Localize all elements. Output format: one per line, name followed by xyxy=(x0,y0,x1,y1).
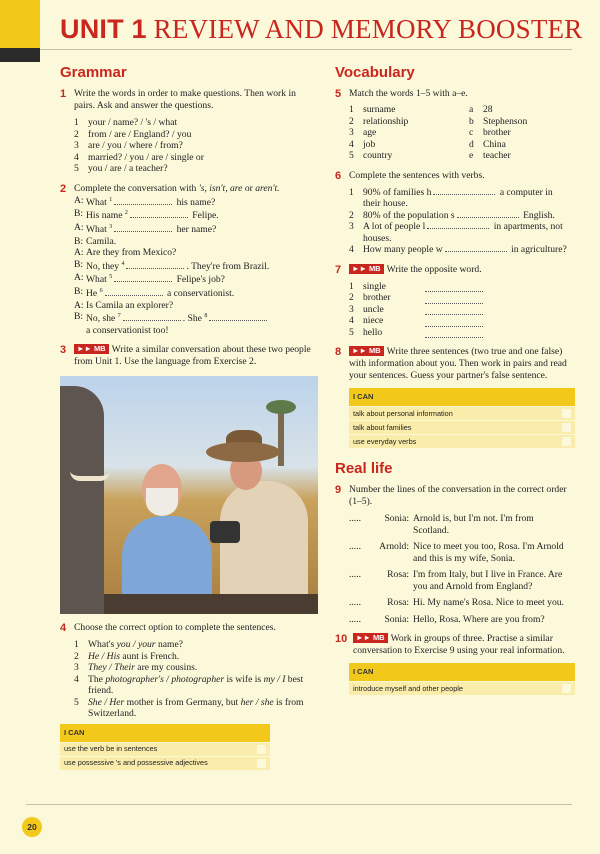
blank-number: 1 xyxy=(109,196,113,203)
exercise-instruction: Complete the conversation with 's, isn't, are or aren't. xyxy=(74,182,280,194)
item-text: surname xyxy=(363,104,396,115)
match-item xyxy=(469,150,527,162)
item-number: 3 xyxy=(349,303,354,315)
exercise-number: 8 xyxy=(335,346,342,358)
list-item xyxy=(74,697,318,720)
list-item xyxy=(349,244,567,256)
line-text: a conservationist too! xyxy=(86,324,169,336)
item-number: 3 xyxy=(74,662,79,674)
exercise-number: 1 xyxy=(60,88,67,100)
exercise-instruction: Complete the sentences with verbs. xyxy=(349,169,485,181)
speaker: B: xyxy=(74,208,84,220)
title-text: REVIEW AND MEMORY BOOSTER xyxy=(146,14,583,44)
exercise-7-list xyxy=(349,281,567,339)
answer-blank xyxy=(209,320,267,321)
order-blank: ..... xyxy=(349,569,361,580)
list-item xyxy=(74,140,318,152)
speaker: Sonia: xyxy=(384,513,409,524)
i-can-text: use possessive 's and possessive adjectives xyxy=(64,758,208,768)
answer-blank xyxy=(126,268,184,269)
option-choice: photographer's / photographer xyxy=(105,673,225,685)
line-text: Hello, Rosa. Where are you from? xyxy=(413,613,545,625)
item-number: e xyxy=(469,150,474,161)
header-dark-bar xyxy=(0,48,40,62)
right-column xyxy=(335,60,567,703)
item-text: How many people w in agriculture? xyxy=(363,244,567,255)
exercise-instruction: ►► MB Write a similar conversation about these two people from Unit 1. Use the language from Exercise 2. xyxy=(74,344,311,368)
conversation-line xyxy=(349,597,567,609)
option-choice: you / your xyxy=(116,639,156,651)
checkbox[interactable] xyxy=(562,437,571,446)
speaker: Rosa: xyxy=(387,569,409,580)
list-item xyxy=(74,163,318,175)
memory-booster-badge: ►► MB xyxy=(349,264,384,274)
option-choice: She / Her xyxy=(88,696,125,708)
exercise-number: 7 xyxy=(335,263,342,276)
answer-blank xyxy=(425,292,483,304)
list-item xyxy=(349,281,567,293)
blank-number: 7 xyxy=(117,313,121,320)
matching-table xyxy=(349,104,567,162)
exercise-number: 4 xyxy=(60,622,67,635)
page-number: 20 xyxy=(22,817,42,837)
line-text: Arnold is, but I'm not. I'm from Scotland. xyxy=(413,513,534,536)
left-column xyxy=(60,60,318,778)
exercise-instruction: ►► MB Work in groups of three. Practise a similar conversation to Exercise 9 using your real information. xyxy=(353,633,565,656)
photo-explorers xyxy=(60,376,318,614)
exercise-3 xyxy=(60,344,318,368)
answer-blank xyxy=(114,281,172,282)
conversation-line xyxy=(349,614,567,626)
blank-number: 2 xyxy=(124,210,128,217)
item-number: 3 xyxy=(349,221,354,232)
item-text: She / Her mother is from Germany, but her / she is from Switzerland. xyxy=(88,696,304,720)
i-can-text: use everyday verbs xyxy=(353,436,417,446)
speaker: B: xyxy=(74,235,84,247)
line-text: What $^1$ his name? xyxy=(86,196,216,208)
blank-number: 8 xyxy=(204,313,208,320)
vocabulary-heading: Vocabulary xyxy=(335,64,415,81)
list-item xyxy=(349,221,567,244)
item-text: teacher xyxy=(483,150,511,161)
conversation-line xyxy=(349,569,567,592)
item-number: b xyxy=(469,115,474,127)
checkbox[interactable] xyxy=(562,684,571,693)
grammar-heading: Grammar xyxy=(60,64,127,81)
list-item xyxy=(74,674,318,697)
item-number: 2 xyxy=(349,292,354,303)
item-text: 28 xyxy=(483,104,493,115)
dialogue-line xyxy=(74,272,318,286)
list-item xyxy=(349,292,567,304)
item-text: country xyxy=(363,150,393,161)
order-blank: ..... xyxy=(349,513,361,524)
order-blank: ..... xyxy=(349,541,361,552)
i-can-row xyxy=(349,406,575,420)
blank-number: 5 xyxy=(109,274,113,281)
speaker: B: xyxy=(74,311,84,323)
option-choice: her / she xyxy=(240,696,274,708)
answer-blank xyxy=(425,304,483,316)
item-number: 4 xyxy=(349,138,354,150)
exercise-8 xyxy=(335,346,567,448)
speaker: Arnold: xyxy=(379,541,409,552)
dialogue-line xyxy=(74,325,318,337)
dialogue-line xyxy=(74,195,318,209)
match-item xyxy=(349,104,469,116)
item-number: 2 xyxy=(74,650,79,662)
exercise-1 xyxy=(60,88,318,175)
footer-divider xyxy=(26,804,572,805)
item-text: China xyxy=(483,138,506,150)
i-can-box xyxy=(349,663,575,695)
dialogue-line xyxy=(74,286,318,300)
order-blank: ..... xyxy=(349,597,361,608)
page-title xyxy=(60,14,582,45)
i-can-box xyxy=(60,724,270,770)
i-can-text: use the verb be in sentences xyxy=(64,744,158,754)
speaker: A: xyxy=(74,299,84,311)
conversation-line xyxy=(349,513,567,536)
item-number: 4 xyxy=(349,315,354,326)
item-number: 5 xyxy=(349,150,354,161)
exercise-7 xyxy=(335,264,567,339)
line-text: I'm from Italy, but I live in France. Are you and Arnold from England? xyxy=(413,569,563,592)
checkbox[interactable] xyxy=(257,745,266,754)
list-item xyxy=(74,152,318,164)
line-text: What $^3$ her name? xyxy=(86,223,217,236)
i-can-text: talk about personal information xyxy=(353,408,453,418)
item-number: 2 xyxy=(349,209,354,221)
item-number: 1 xyxy=(349,104,354,115)
item-number: 4 xyxy=(349,244,354,255)
item-number: d xyxy=(469,138,474,150)
match-item xyxy=(349,139,469,151)
exercise-number: 5 xyxy=(335,88,342,100)
match-item xyxy=(349,150,469,162)
list-item xyxy=(349,187,567,210)
list-item xyxy=(74,117,318,129)
speaker: A: xyxy=(74,272,84,284)
item-text: A lot of people l in apartments, not houses. xyxy=(363,221,563,244)
item-text: hello xyxy=(363,326,383,338)
line-text: Are they from Mexico? xyxy=(86,247,177,259)
dialogue-line xyxy=(74,247,318,259)
match-item xyxy=(469,139,527,151)
item-text: Stephenson xyxy=(483,115,528,127)
item-text: He / His aunt is French. xyxy=(88,650,180,662)
item-number: a xyxy=(469,104,474,115)
i-can-heading: I CAN xyxy=(349,663,575,681)
exercise-4-list xyxy=(74,639,318,720)
item-text: The photographer's / photographer is wife is my / I best friend. xyxy=(88,673,304,697)
exercise-2-dialogue xyxy=(74,195,318,337)
answer-blank xyxy=(425,315,483,327)
answer-blank xyxy=(445,251,507,252)
list-item xyxy=(349,304,567,316)
speaker: A: xyxy=(74,247,84,259)
exercise-instruction: Write the words in order to make questions. Then work in pairs. Ask and answer the questions. xyxy=(74,88,296,111)
header-divider xyxy=(40,49,572,50)
list-item xyxy=(74,651,318,663)
speaker: B: xyxy=(74,285,84,297)
dialogue-line xyxy=(74,259,318,273)
exercise-instruction: Number the lines of the conversation in the correct order (1–5). xyxy=(349,484,567,507)
i-can-text: talk about families xyxy=(353,422,412,432)
answer-blank xyxy=(114,231,172,232)
item-number: 4 xyxy=(74,673,79,685)
memory-booster-badge: ►► MB xyxy=(349,346,384,356)
item-text: age xyxy=(363,127,377,138)
i-can-row xyxy=(349,434,575,448)
item-text: from / are / England? / you xyxy=(88,128,192,140)
memory-booster-badge: ►► MB xyxy=(74,344,109,354)
dialogue-line xyxy=(74,208,318,222)
list-item xyxy=(74,662,318,674)
match-left xyxy=(349,104,469,162)
checkbox[interactable] xyxy=(257,759,266,768)
exercise-4 xyxy=(60,622,318,770)
exercise-6 xyxy=(335,170,567,256)
item-number: 5 xyxy=(74,163,79,174)
list-item xyxy=(74,639,318,651)
item-number: 1 xyxy=(349,280,354,292)
item-number: 4 xyxy=(74,151,79,163)
i-can-text: introduce myself and other people xyxy=(353,683,463,693)
item-number: 2 xyxy=(74,128,79,140)
item-text: 90% of families h a computer in their house. xyxy=(363,186,553,209)
exercise-number: 9 xyxy=(335,484,342,496)
list-item xyxy=(349,210,567,222)
item-text: single xyxy=(363,280,386,292)
list-item xyxy=(349,327,567,339)
line-text: His name $^2$ Felipe. xyxy=(86,210,219,222)
match-item xyxy=(469,116,527,128)
real-life-heading: Real life xyxy=(335,460,393,477)
option-choice: my / I xyxy=(263,673,286,685)
blank-number: 6 xyxy=(99,287,103,294)
blank-number: 3 xyxy=(109,223,113,230)
header-accent-block xyxy=(0,0,40,48)
speaker: B: xyxy=(74,258,84,270)
item-text: 80% of the population s English. xyxy=(363,209,555,221)
exercise-5 xyxy=(335,88,567,162)
list-item xyxy=(349,315,567,327)
answer-blank xyxy=(105,295,163,296)
option-choice: He / His xyxy=(88,650,120,662)
line-text: He $^6$ a conservationist. xyxy=(86,287,235,300)
item-text: niece xyxy=(363,315,384,326)
line-text: Hi. My name's Rosa. Nice to meet you. xyxy=(413,597,564,608)
item-number: 1 xyxy=(74,639,79,651)
item-text: They / Their are my cousins. xyxy=(88,662,198,674)
item-number: 5 xyxy=(74,696,79,708)
checkbox[interactable] xyxy=(562,409,571,418)
i-can-row xyxy=(60,742,270,756)
exercise-number: 6 xyxy=(335,169,342,182)
item-text: brother xyxy=(363,292,391,303)
line-text: No, they $^4$ . They're from Brazil. xyxy=(86,260,270,272)
speaker: A: xyxy=(74,221,84,233)
exercise-2 xyxy=(60,183,318,337)
unit-label: UNIT 1 xyxy=(60,14,147,44)
dialogue-line xyxy=(74,311,318,325)
item-number: 5 xyxy=(349,326,354,338)
answer-blank xyxy=(457,217,519,218)
speaker xyxy=(74,325,86,337)
i-can-box xyxy=(349,388,575,448)
item-number: 2 xyxy=(349,115,354,127)
item-number: 1 xyxy=(74,117,79,128)
speaker: A: xyxy=(74,194,84,206)
match-item xyxy=(469,104,527,116)
item-number: c xyxy=(469,127,474,138)
conversation-line xyxy=(349,541,567,564)
answer-blank xyxy=(427,228,489,229)
item-text: What's you / your name? xyxy=(88,639,183,651)
answer-blank xyxy=(433,194,495,195)
option-choice: They / Their xyxy=(88,662,135,674)
dialogue-line xyxy=(74,222,318,236)
match-item xyxy=(349,127,469,139)
i-can-row xyxy=(349,681,575,695)
dialogue-line xyxy=(74,300,318,312)
exercise-1-list xyxy=(74,117,318,175)
item-text: married? / you / are / single or xyxy=(88,151,204,163)
answer-blank xyxy=(123,320,181,321)
i-can-row xyxy=(60,756,270,770)
item-text: your / name? / 's / what xyxy=(88,117,178,128)
answer-blank xyxy=(425,281,483,293)
line-text: Camila. xyxy=(86,235,117,247)
blank-number: 4 xyxy=(121,260,125,267)
line-text: Nice to meet you too, Rosa. I'm Arnold and this is my wife, Sonia. xyxy=(413,541,564,564)
speaker: Sonia: xyxy=(384,613,409,625)
line-text: Is Camila an explorer? xyxy=(86,299,174,311)
conversation-lines xyxy=(335,513,567,625)
item-text: job xyxy=(363,138,376,150)
exercise-instruction: ►► MB Write the opposite word. xyxy=(349,264,482,276)
exercise-number: 2 xyxy=(60,182,67,195)
line-text: What $^5$ Felipe's job? xyxy=(86,274,225,286)
line-text: No, she $^7$ . She $^8$ xyxy=(86,311,269,325)
item-number: 1 xyxy=(349,186,354,198)
match-item xyxy=(349,116,469,128)
item-text: relationship xyxy=(363,115,409,127)
item-text: you / are / a teacher? xyxy=(88,163,168,174)
exercise-instruction: Match the words 1–5 with a–e. xyxy=(349,88,468,99)
answer-blank xyxy=(130,217,188,218)
item-text: uncle xyxy=(363,303,384,315)
item-number: 3 xyxy=(349,127,354,138)
order-blank: ..... xyxy=(349,613,361,625)
item-text: brother xyxy=(483,127,511,138)
checkbox[interactable] xyxy=(562,423,571,432)
match-right xyxy=(469,104,527,162)
dialogue-line xyxy=(74,236,318,248)
exercise-10 xyxy=(335,633,567,695)
exercise-number: 10 xyxy=(335,633,348,645)
item-text: are / you / where / from? xyxy=(88,140,183,151)
exercise-instruction: Choose the correct option to complete the sentences. xyxy=(74,622,276,634)
answer-blank xyxy=(114,204,172,205)
memory-booster-badge: ►► MB xyxy=(353,633,388,643)
speaker: Rosa: xyxy=(387,597,409,608)
i-can-heading: I CAN xyxy=(349,388,575,406)
match-item xyxy=(469,127,527,139)
exercise-9 xyxy=(335,484,567,625)
item-number: 3 xyxy=(74,140,79,151)
answer-blank xyxy=(425,327,483,339)
exercise-6-list xyxy=(349,187,567,256)
i-can-row xyxy=(349,420,575,434)
exercise-number: 3 xyxy=(60,344,67,357)
i-can-heading: I CAN xyxy=(60,724,270,742)
exercise-instruction: ►► MB Write three sentences (two true and one false) with information about you. Then work in pairs and read your sentences. Guess your partner's false sentence. xyxy=(349,346,567,381)
list-item xyxy=(74,129,318,141)
